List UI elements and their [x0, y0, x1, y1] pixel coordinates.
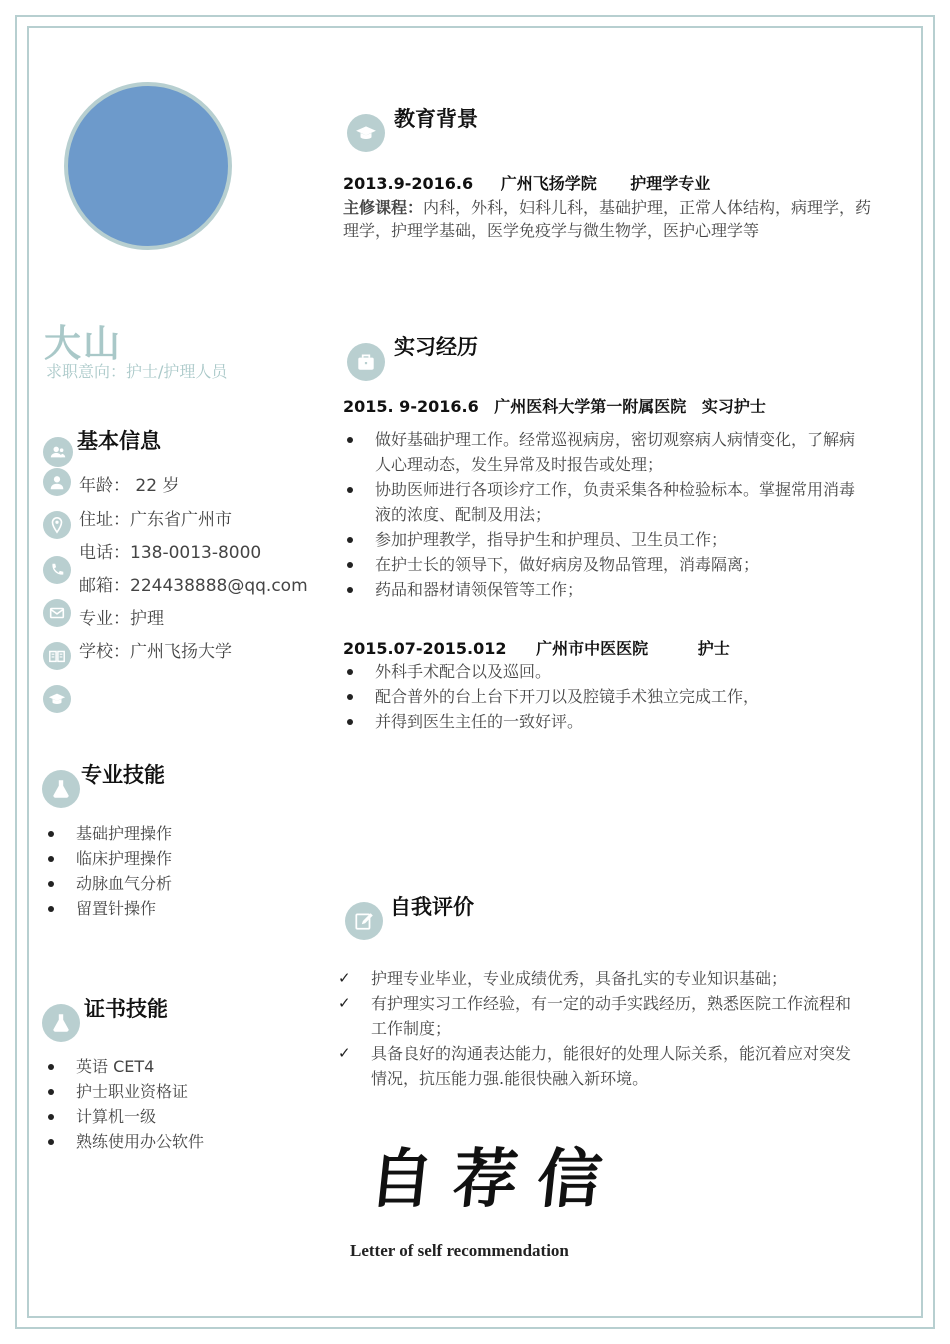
job2-duties [343, 659, 903, 734]
duty-item: 配合普外的台上台下开刀以及腔镜手术独立完成工作， [343, 684, 903, 709]
job1-period: 2015. 9-2016.6 [343, 397, 479, 416]
self-eval-list [338, 966, 898, 1091]
book-icon [43, 642, 71, 670]
avatar [64, 82, 232, 250]
courses-line: 理学，护理学基础，医学免疫学与微生物学，医护心理学等 [343, 221, 760, 240]
check-icon: ✓ [338, 969, 351, 987]
cover-letter-subtitle: Letter of self recommendation [350, 1241, 569, 1260]
job2-org: 广州市中医医院 [536, 639, 649, 658]
courses-label: 主修课程： [343, 198, 424, 217]
education-courses [343, 196, 918, 242]
certificates-list [44, 1054, 314, 1154]
basic-info-title: 基本信息 [77, 429, 161, 453]
education-title: 教育背景 [394, 107, 478, 131]
check-icon: ✓ [338, 1044, 351, 1062]
job2-role: 护士 [697, 639, 730, 658]
eval-item: ✓ 具备良好的沟通表达能力，能很好的处理人际关系，能沉着应对突发 情况，抗压能力强.能很快融入新环境。 [338, 1041, 898, 1091]
job1-header [343, 394, 766, 417]
cover-letter-title: 自荐信 [365, 1142, 626, 1217]
phone-field: 电话：138-0013-8000 [79, 543, 262, 563]
internship-title: 实习经历 [394, 335, 478, 359]
duty-item: 外科手术配合以及巡回。 [343, 659, 903, 684]
duty-item: 并得到医生主任的一致好评。 [343, 709, 903, 734]
duty-item: 药品和器材请领保管等工作； [343, 577, 903, 602]
briefcase-icon [347, 343, 385, 381]
skills-list [44, 821, 304, 921]
phone-icon [43, 556, 71, 584]
duty-item: 协助医师进行各项诊疗工作，负责采集各种检验标本。掌握常用消毒 液的浓度、配制及用法； [343, 477, 903, 527]
certificates-title: 证书技能 [84, 997, 168, 1021]
flask-icon [42, 1004, 80, 1042]
skill-item: 动脉血气分析 [44, 871, 304, 896]
job1-org: 广州医科大学第一附属医院 [494, 397, 687, 416]
skill-item: 留置针操作 [44, 896, 304, 921]
duty-item: 做好基础护理工作。经常巡视病房，密切观察病人病情变化，了解病 人心理动态，发生异常及时报告或处理； [343, 427, 903, 477]
location-pin-icon [43, 511, 71, 539]
certificate-item: 计算机一级 [44, 1104, 314, 1129]
envelope-icon [43, 599, 71, 627]
flask-icon [42, 770, 80, 808]
age-field: 年龄： 22 岁 [79, 476, 180, 496]
skill-item: 基础护理操作 [44, 821, 304, 846]
check-icon: ✓ [338, 994, 351, 1012]
candidate-name: 大山 [44, 322, 122, 365]
job1-duties [343, 427, 903, 602]
certificate-item: 英语 CET4 [44, 1054, 314, 1079]
skills-title: 专业技能 [81, 763, 165, 787]
duty-item: 在护士长的领导下，做好病房及物品管理，消毒隔离； [343, 552, 903, 577]
education-header [343, 171, 710, 194]
address-field: 住址：广东省广州市 [79, 510, 232, 530]
job2-header [343, 636, 730, 659]
education-period: 2013.9-2016.6 [343, 174, 474, 193]
major-field: 专业：护理 [79, 609, 164, 629]
skill-item: 临床护理操作 [44, 846, 304, 871]
person-icon [43, 468, 71, 496]
eval-item: ✓ 有护理实习工作经验，有一定的动手实践经历，熟悉医院工作流程和 工作制度； [338, 991, 898, 1041]
certificate-item: 护士职业资格证 [44, 1079, 314, 1104]
certificate-item: 熟练使用办公软件 [44, 1129, 314, 1154]
self-eval-title: 自我评价 [390, 895, 474, 919]
graduation-cap-icon [43, 685, 71, 713]
job-intent: 求职意向：护士/护理人员 [46, 362, 228, 381]
education-major: 护理学专业 [630, 174, 711, 193]
duty-item: 参加护理教学，指导护生和护理员、卫生员工作； [343, 527, 903, 552]
school-field: 学校：广州飞扬大学 [79, 642, 232, 662]
education-school: 广州飞扬学院 [500, 174, 597, 193]
job1-role: 实习护士 [701, 397, 766, 416]
graduation-cap-icon [347, 114, 385, 152]
courses-line: 内科，外科，妇科儿科，基础护理，正常人体结构，病理学，药 [423, 198, 872, 217]
email-field: 邮箱：224438888@qq.com [79, 576, 308, 596]
eval-item: ✓ 护理专业毕业，专业成绩优秀，具备扎实的专业知识基础； [338, 966, 898, 991]
job2-period: 2015.07-2015.012 [343, 639, 507, 658]
edit-pencil-icon [345, 902, 383, 940]
person-group-icon [43, 437, 73, 467]
